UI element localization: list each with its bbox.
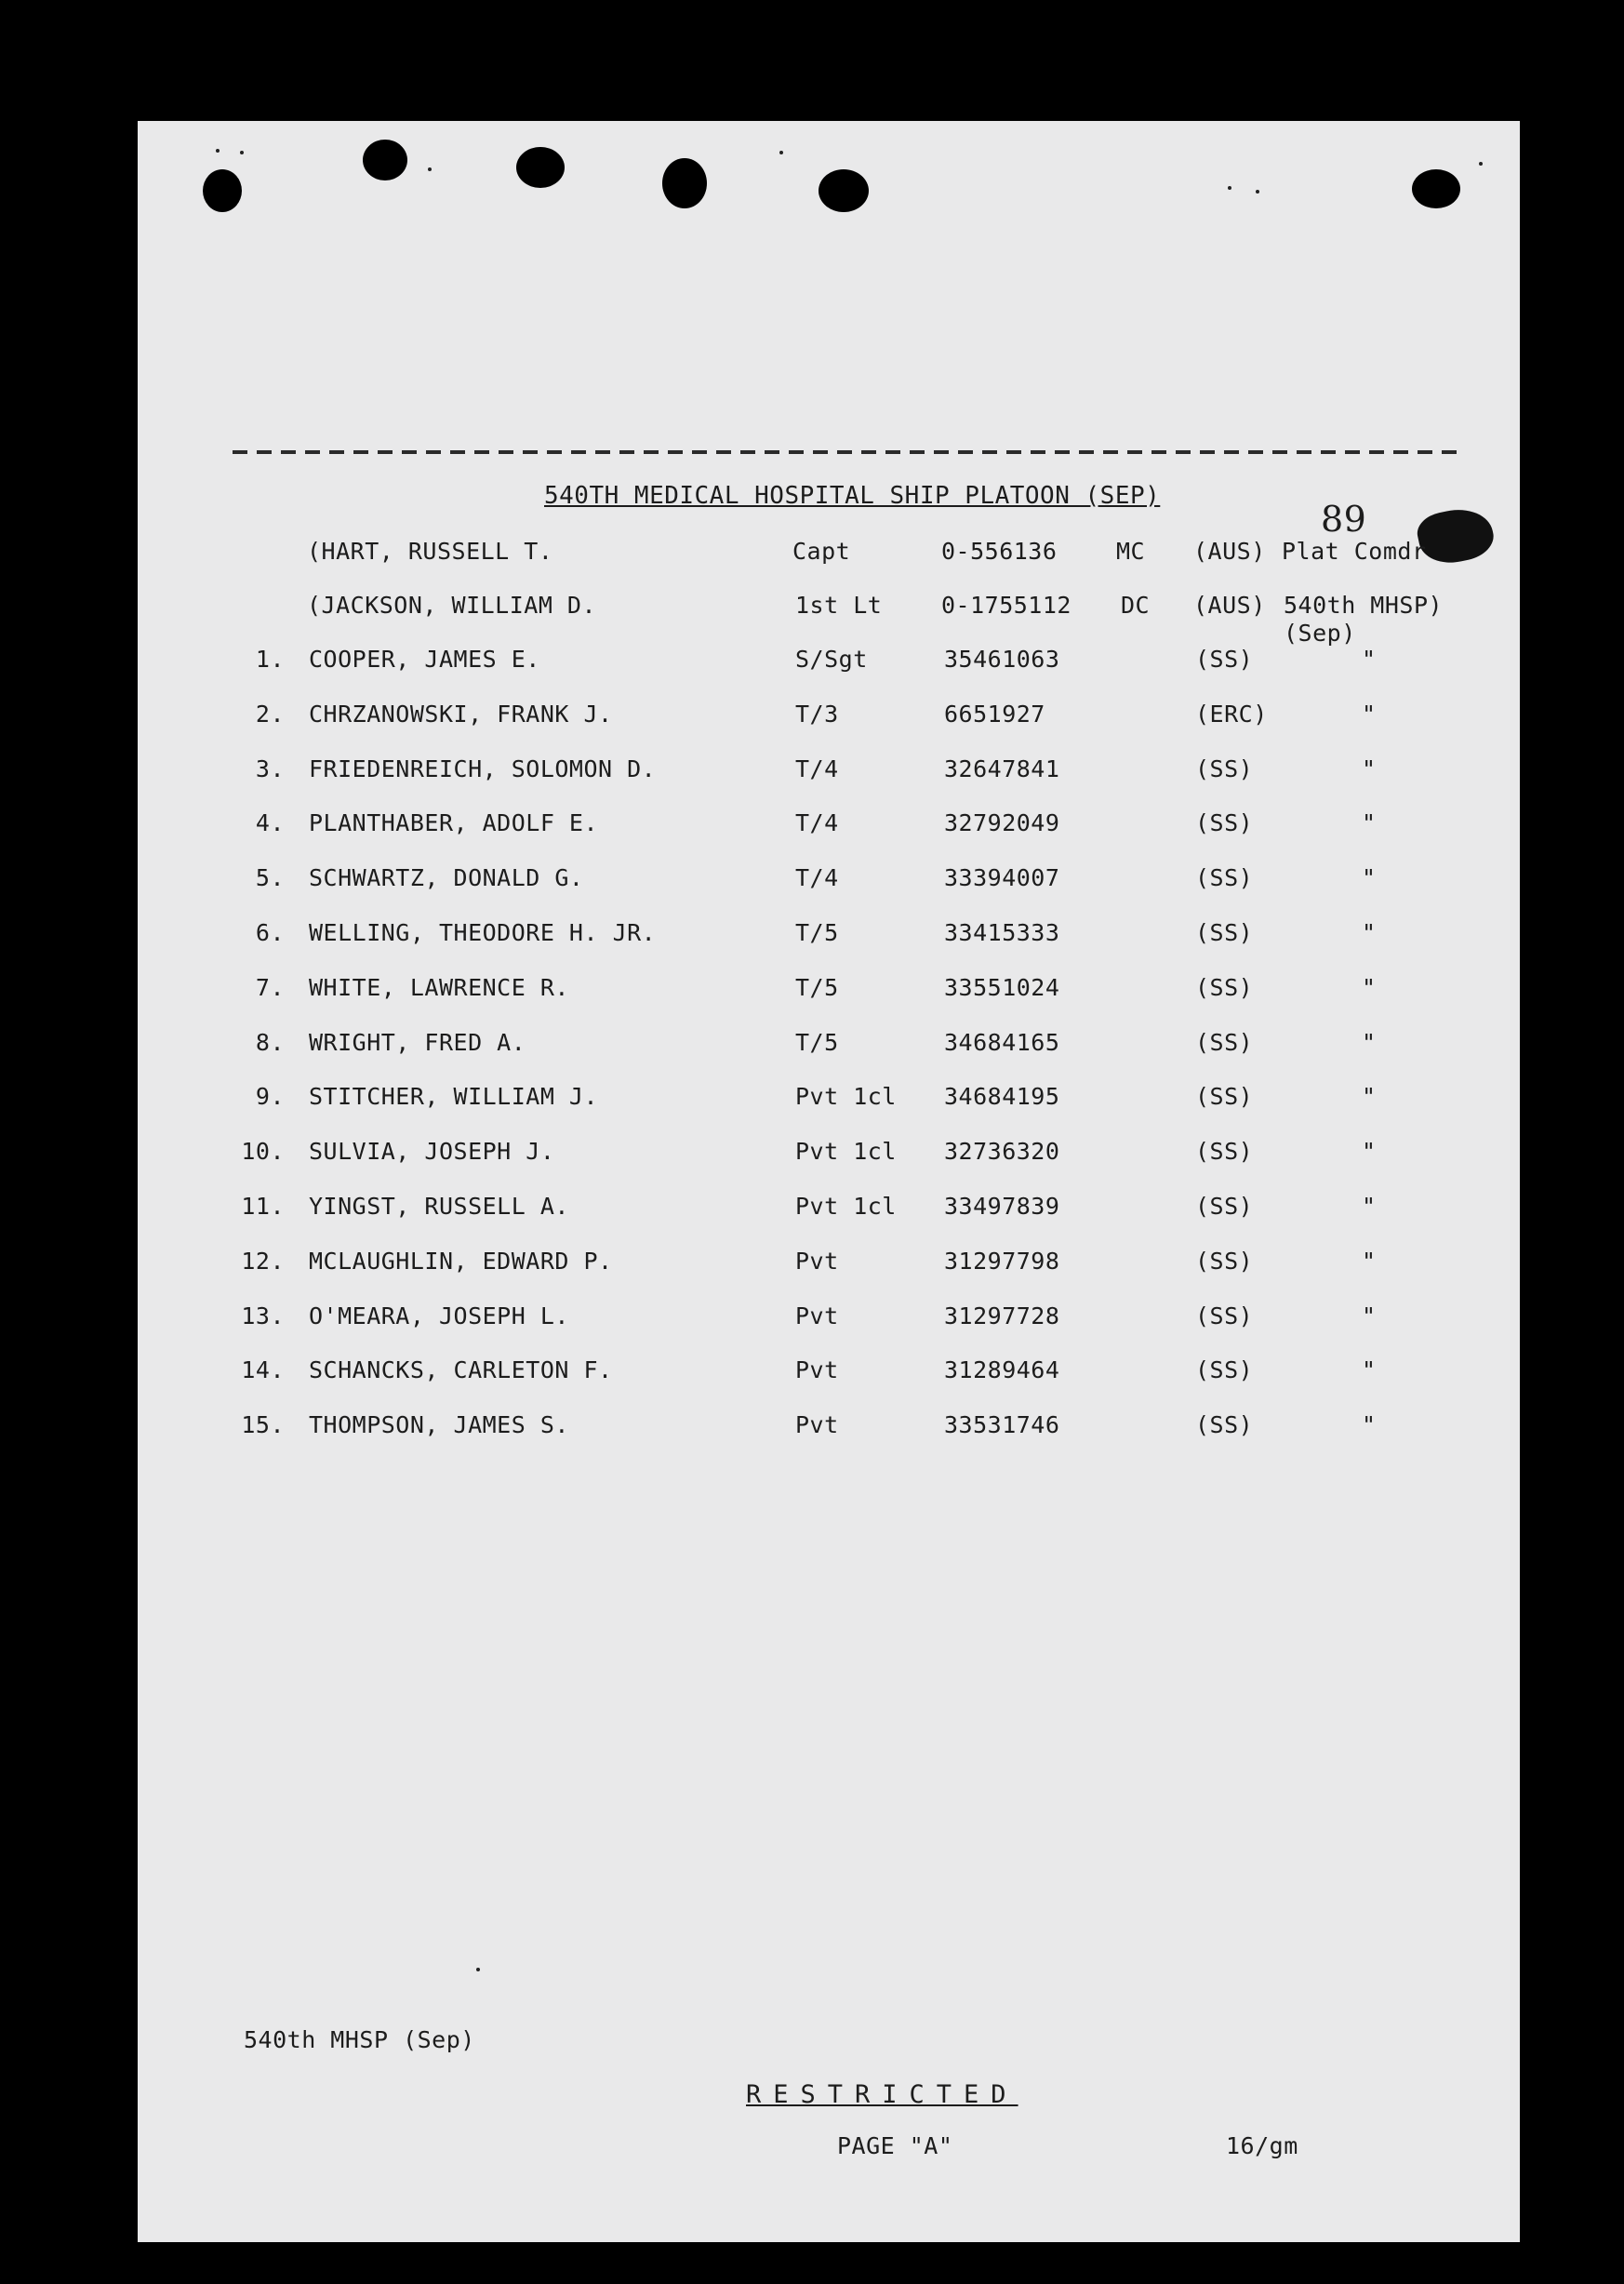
member-serial: 33497839 (944, 1193, 1060, 1220)
member-serial: 33394007 (944, 864, 1060, 892)
member-serial: 32736320 (944, 1138, 1060, 1166)
row-number: 13. (241, 1302, 285, 1329)
member-remark: " (1362, 1138, 1377, 1166)
row-number: 2. (255, 700, 285, 728)
member-rank: Pvt (795, 1356, 839, 1384)
member-name: WRIGHT, FRED A. (309, 1028, 526, 1056)
row-number: 7. (255, 973, 285, 1001)
member-remark: " (1362, 1302, 1377, 1329)
member-serial: 33551024 (944, 973, 1060, 1001)
member-serial: 31289464 (944, 1356, 1060, 1384)
member-remark: " (1362, 1356, 1377, 1384)
document-page (138, 121, 1520, 2242)
row-number: 14. (241, 1356, 285, 1384)
officer-remark-continued: (Sep) (1284, 620, 1356, 647)
member-remark: " (1362, 973, 1377, 1001)
speck (240, 151, 244, 154)
member-name: THOMPSON, JAMES S. (309, 1411, 569, 1439)
member-rank: T/5 (795, 919, 839, 946)
row-number: 5. (255, 864, 285, 892)
page-label: PAGE "A" (837, 2132, 953, 2159)
member-name: STITCHER, WILLIAM J. (309, 1083, 599, 1111)
member-component: (SS) (1195, 1411, 1254, 1439)
member-rank: T/5 (795, 973, 839, 1001)
officer-corps: MC (1116, 538, 1146, 565)
member-component: (SS) (1195, 1028, 1254, 1056)
member-rank: Pvt 1cl (795, 1138, 897, 1166)
member-name: CHRZANOWSKI, FRANK J. (309, 700, 613, 728)
member-name: SULVIA, JOSEPH J. (309, 1138, 555, 1166)
speck (216, 149, 220, 153)
member-serial: 32792049 (944, 809, 1060, 837)
member-component: (SS) (1195, 919, 1254, 946)
member-serial: 31297728 (944, 1302, 1060, 1329)
member-name: SCHWARTZ, DONALD G. (309, 864, 584, 892)
member-name: O'MEARA, JOSEPH L. (309, 1302, 569, 1329)
officer-component: (AUS) (1193, 592, 1266, 619)
officer-serial: 0-556136 (941, 538, 1058, 565)
member-component: (SS) (1195, 1193, 1254, 1220)
row-number: 10. (241, 1138, 285, 1166)
member-remark: " (1362, 919, 1377, 946)
punch-hole (662, 158, 707, 208)
row-number: 6. (255, 919, 285, 946)
member-component: (SS) (1195, 755, 1254, 782)
punch-hole (203, 169, 242, 212)
member-component: (SS) (1195, 1138, 1254, 1166)
officer-name: (JACKSON, WILLIAM D. (307, 592, 597, 619)
officer-corps: DC (1121, 592, 1151, 619)
member-serial: 33415333 (944, 919, 1060, 946)
row-number: 3. (255, 755, 285, 782)
officer-rank: Capt (792, 538, 851, 565)
row-number: 15. (241, 1411, 285, 1439)
member-serial: 31297798 (944, 1247, 1060, 1275)
member-component: (ERC) (1195, 700, 1268, 728)
speck (1479, 162, 1483, 166)
officer-component: (AUS) (1193, 538, 1266, 565)
member-rank: Pvt 1cl (795, 1083, 897, 1111)
member-rank: T/4 (795, 809, 839, 837)
classification-stamp: RESTRICTED (746, 2080, 1018, 2109)
row-number: 8. (255, 1028, 285, 1056)
member-component: (SS) (1195, 864, 1254, 892)
punch-hole (1412, 169, 1460, 208)
page-number: 89 (1321, 499, 1367, 540)
member-rank: Pvt (795, 1247, 839, 1275)
member-rank: T/5 (795, 1028, 839, 1056)
member-name: YINGST, RUSSELL A. (309, 1193, 569, 1220)
reference-code: 16/gm (1226, 2132, 1298, 2159)
dashed-separator (233, 450, 1460, 454)
member-remark: " (1362, 700, 1377, 728)
row-number: 11. (241, 1193, 285, 1220)
member-name: MCLAUGHLIN, EDWARD P. (309, 1247, 613, 1275)
speck (428, 167, 432, 171)
member-serial: 35461063 (944, 646, 1060, 673)
punch-hole (516, 147, 565, 188)
member-remark: " (1362, 1411, 1377, 1439)
officer-rank: 1st Lt (795, 592, 883, 619)
member-remark: " (1362, 864, 1377, 892)
member-component: (SS) (1195, 809, 1254, 837)
speck (1228, 186, 1231, 190)
footer-unit: 540th MHSP (Sep) (244, 2026, 475, 2053)
officer-name: (HART, RUSSELL T. (307, 538, 553, 565)
row-number: 12. (241, 1247, 285, 1275)
member-component: (SS) (1195, 1302, 1254, 1329)
member-remark: " (1362, 809, 1377, 837)
member-serial: 34684195 (944, 1083, 1060, 1111)
member-serial: 6651927 (944, 700, 1045, 728)
member-remark: " (1362, 1083, 1377, 1111)
speck (779, 151, 783, 154)
punch-hole (819, 169, 869, 212)
member-name: SCHANCKS, CARLETON F. (309, 1356, 613, 1384)
member-rank: T/3 (795, 700, 839, 728)
officer-remark: 540th MHSP) (1284, 592, 1444, 619)
member-rank: T/4 (795, 755, 839, 782)
member-rank: S/Sgt (795, 646, 868, 673)
member-serial: 33531746 (944, 1411, 1060, 1439)
member-rank: Pvt (795, 1302, 839, 1329)
member-component: (SS) (1195, 646, 1254, 673)
row-number: 4. (255, 809, 285, 837)
member-rank: Pvt (795, 1411, 839, 1439)
member-remark: " (1362, 1193, 1377, 1220)
member-name: COOPER, JAMES E. (309, 646, 540, 673)
member-remark: " (1362, 1247, 1377, 1275)
member-name: WHITE, LAWRENCE R. (309, 973, 569, 1001)
member-component: (SS) (1195, 973, 1254, 1001)
member-rank: T/4 (795, 864, 839, 892)
member-remark: " (1362, 755, 1377, 782)
speck (1256, 190, 1259, 194)
member-name: WELLING, THEODORE H. JR. (309, 919, 657, 946)
member-remark: " (1362, 646, 1377, 673)
officer-remark: Plat Comdr (1282, 538, 1427, 565)
punch-hole (363, 140, 407, 180)
member-rank: Pvt 1cl (795, 1193, 897, 1220)
speck (476, 1968, 480, 1971)
member-component: (SS) (1195, 1356, 1254, 1384)
member-remark: " (1362, 1028, 1377, 1056)
member-serial: 34684165 (944, 1028, 1060, 1056)
member-name: PLANTHABER, ADOLF E. (309, 809, 599, 837)
officer-serial: 0-1755112 (941, 592, 1072, 619)
member-component: (SS) (1195, 1247, 1254, 1275)
row-number: 1. (255, 646, 285, 673)
row-number: 9. (255, 1083, 285, 1111)
member-serial: 32647841 (944, 755, 1060, 782)
page-title: 540TH MEDICAL HOSPITAL SHIP PLATOON (SEP) (544, 482, 1161, 510)
member-name: FRIEDENREICH, SOLOMON D. (309, 755, 657, 782)
member-component: (SS) (1195, 1083, 1254, 1111)
